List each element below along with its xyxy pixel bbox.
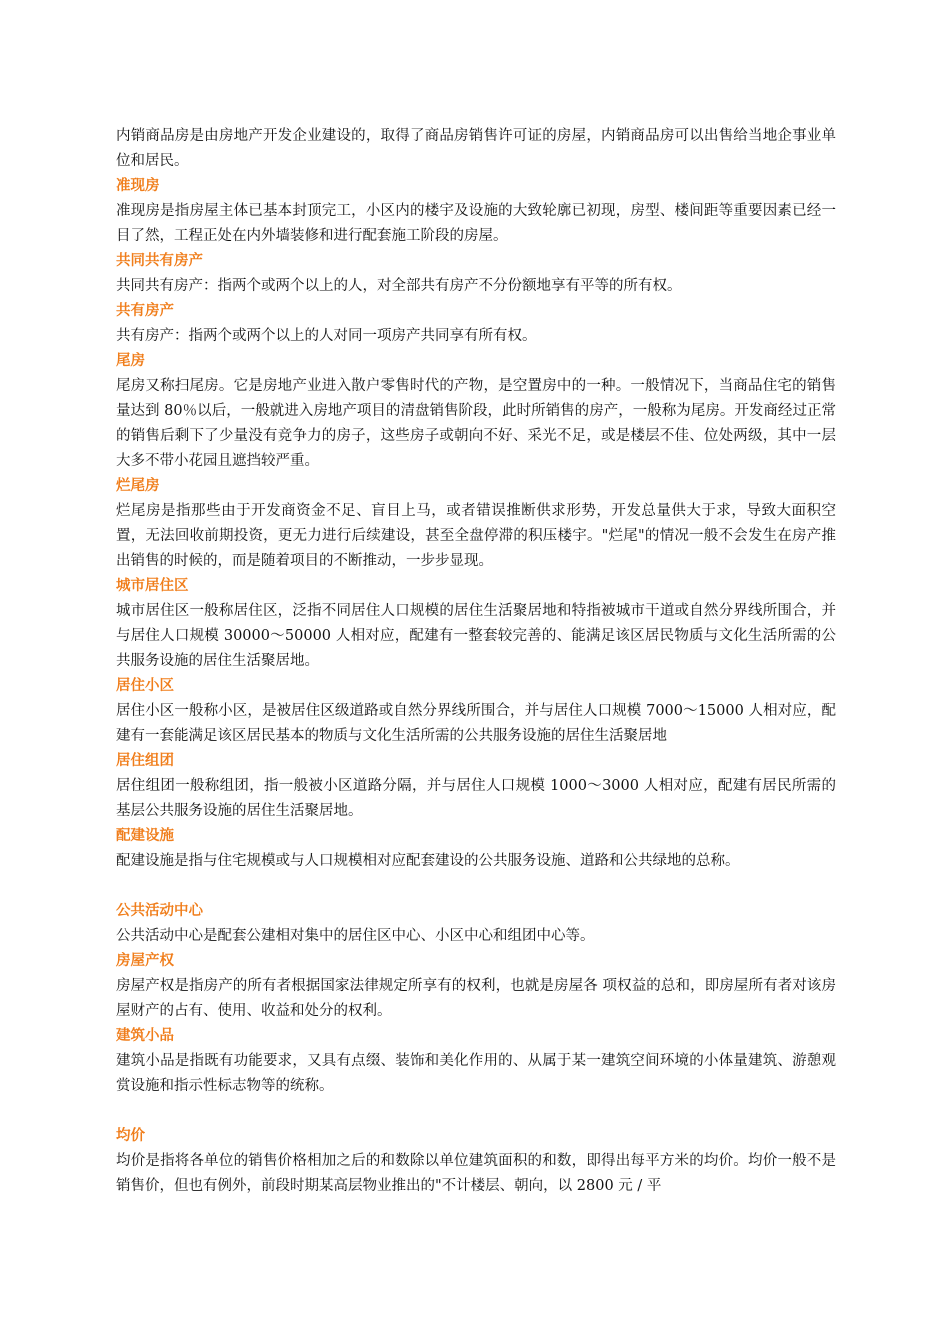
intro-paragraph: 内销商品房是由房地产开发企业建设的，取得了商品房销售许可证的房屋，内销商品房可以出售给当地企事业单位和居民。 [116,128,836,169]
section-juzhu-zutuan [116,749,836,824]
document-page [116,124,836,1199]
section-weifang [116,349,836,474]
section-body: 建筑小品是指既有功能要求，又具有点缀、装饰和美化作用的、从属于某一建筑空间环境的小体量建筑、游憩观赏设施和指示性标志物等的统称。 [116,1053,836,1094]
section-lanweifang [116,474,836,574]
section-heading: 均价 [116,1128,145,1144]
section-body: 共同共有房产：指两个或两个以上的人，对全部共有房产不分份额地享有平等的所有权。 [116,278,682,294]
section-body: 城市居住区一般称居住区，泛指不同居住人口规模的居住生活聚居地和特指被城市干道或自然分界线所围合，并与居住人口规模 30000～50000 人相对应，配建有一整套较完善的、能满足该区居民物质与文化生活所需的公共服务设施的居住生活聚居地。 [116,603,836,669]
section-gongyou-fangchan [116,299,836,349]
section-body: 居住小区一般称小区，是被居住区级道路或自然分界线所围合，并与居住人口规模 7000～15000 人相对应，配建有一套能满足该区居民基本的物质与文化生活所需的公共服务设施的居住生活聚居地 [116,703,836,744]
section-heading: 烂尾房 [116,478,160,494]
section-body: 房屋产权是指房产的所有者根据国家法律规定所享有的权利，也就是房屋各 项权益的总和，即房屋所有者对该房屋财产的占有、使用、收益和处分的权利。 [116,978,836,1019]
section-body: 烂尾房是指那些由于开发商资金不足、盲目上马，或者错误推断供求形势，开发总量供大于求，导致大面积空置，无法回收前期投资，更无力进行后续建设，甚至全盘停滞的积压楼宇。"烂尾"的情况一般不会发生在房产推出销售的时候的，而是随着项目的不断推动，一步步显现。 [116,503,836,569]
section-junjia [116,1124,836,1199]
section-heading: 共同共有房产 [116,253,203,269]
section-fangwu-chanquan [116,949,836,1024]
section-juzhu-xiaoqu [116,674,836,749]
section-heading: 配建设施 [116,828,174,844]
section-heading: 建筑小品 [116,1028,174,1044]
section-heading: 房屋产权 [116,953,174,969]
section-body: 公共活动中心是配套公建相对集中的居住区中心、小区中心和组团中心等。 [116,928,595,944]
section-heading: 居住组团 [116,753,174,769]
section-jianzhu-xiaopin [116,1024,836,1099]
section-peijian-sheshi [116,824,836,874]
section-heading: 准现房 [116,178,160,194]
section-body: 配建设施是指与住宅规模或与人口规模相对应配套建设的公共服务设施、道路和公共绿地的总称。 [116,853,740,869]
section-chengshi-juzhuqu [116,574,836,674]
section-heading: 公共活动中心 [116,903,203,919]
section-body: 尾房又称扫尾房。它是房地产业进入散户零售时代的产物，是空置房中的一种。一般情况下，当商品住宅的销售量达到 80％以后，一般就进入房地产项目的清盘销售阶段，此时所销售的房产，一般称为尾房。开发商经过正常的销售后剩下了少量没有竞争力的房子，这些房子或朝向不好、采光不足，或是楼层不佳、位处两级，其中一层大多不带小花园且遮挡较严重。 [116,378,836,469]
section-body: 居住组团一般称组团，指一般被小区道路分隔，并与居住人口规模 1000～3000 人相对应，配建有居民所需的基层公共服务设施的居住生活聚居地。 [116,778,836,819]
section-heading: 尾房 [116,353,145,369]
section-body: 准现房是指房屋主体已基本封顶完工，小区内的楼宇及设施的大致轮廓已初现，房型、楼间距等重要因素已经一目了然，工程正处在内外墙装修和进行配套施工阶段的房屋。 [116,203,836,244]
section-gonggong-huodong-zhongxin [116,899,836,949]
section-heading: 城市居住区 [116,578,189,594]
section-zhunxianfang [116,174,836,249]
section-heading: 共有房产 [116,303,174,319]
section-heading: 居住小区 [116,678,174,694]
section-gongtong-gongyou-fangchan [116,249,836,299]
section-body: 均价是指将各单位的销售价格相加之后的和数除以单位建筑面积的和数，即得出每平方米的均价。均价一般不是销售价，但也有例外，前段时期某高层物业推出的"不计楼层、朝向，以 2800 元 / 平 [116,1153,836,1194]
section-body: 共有房产：指两个或两个以上的人对同一项房产共同享有所有权。 [116,328,537,344]
